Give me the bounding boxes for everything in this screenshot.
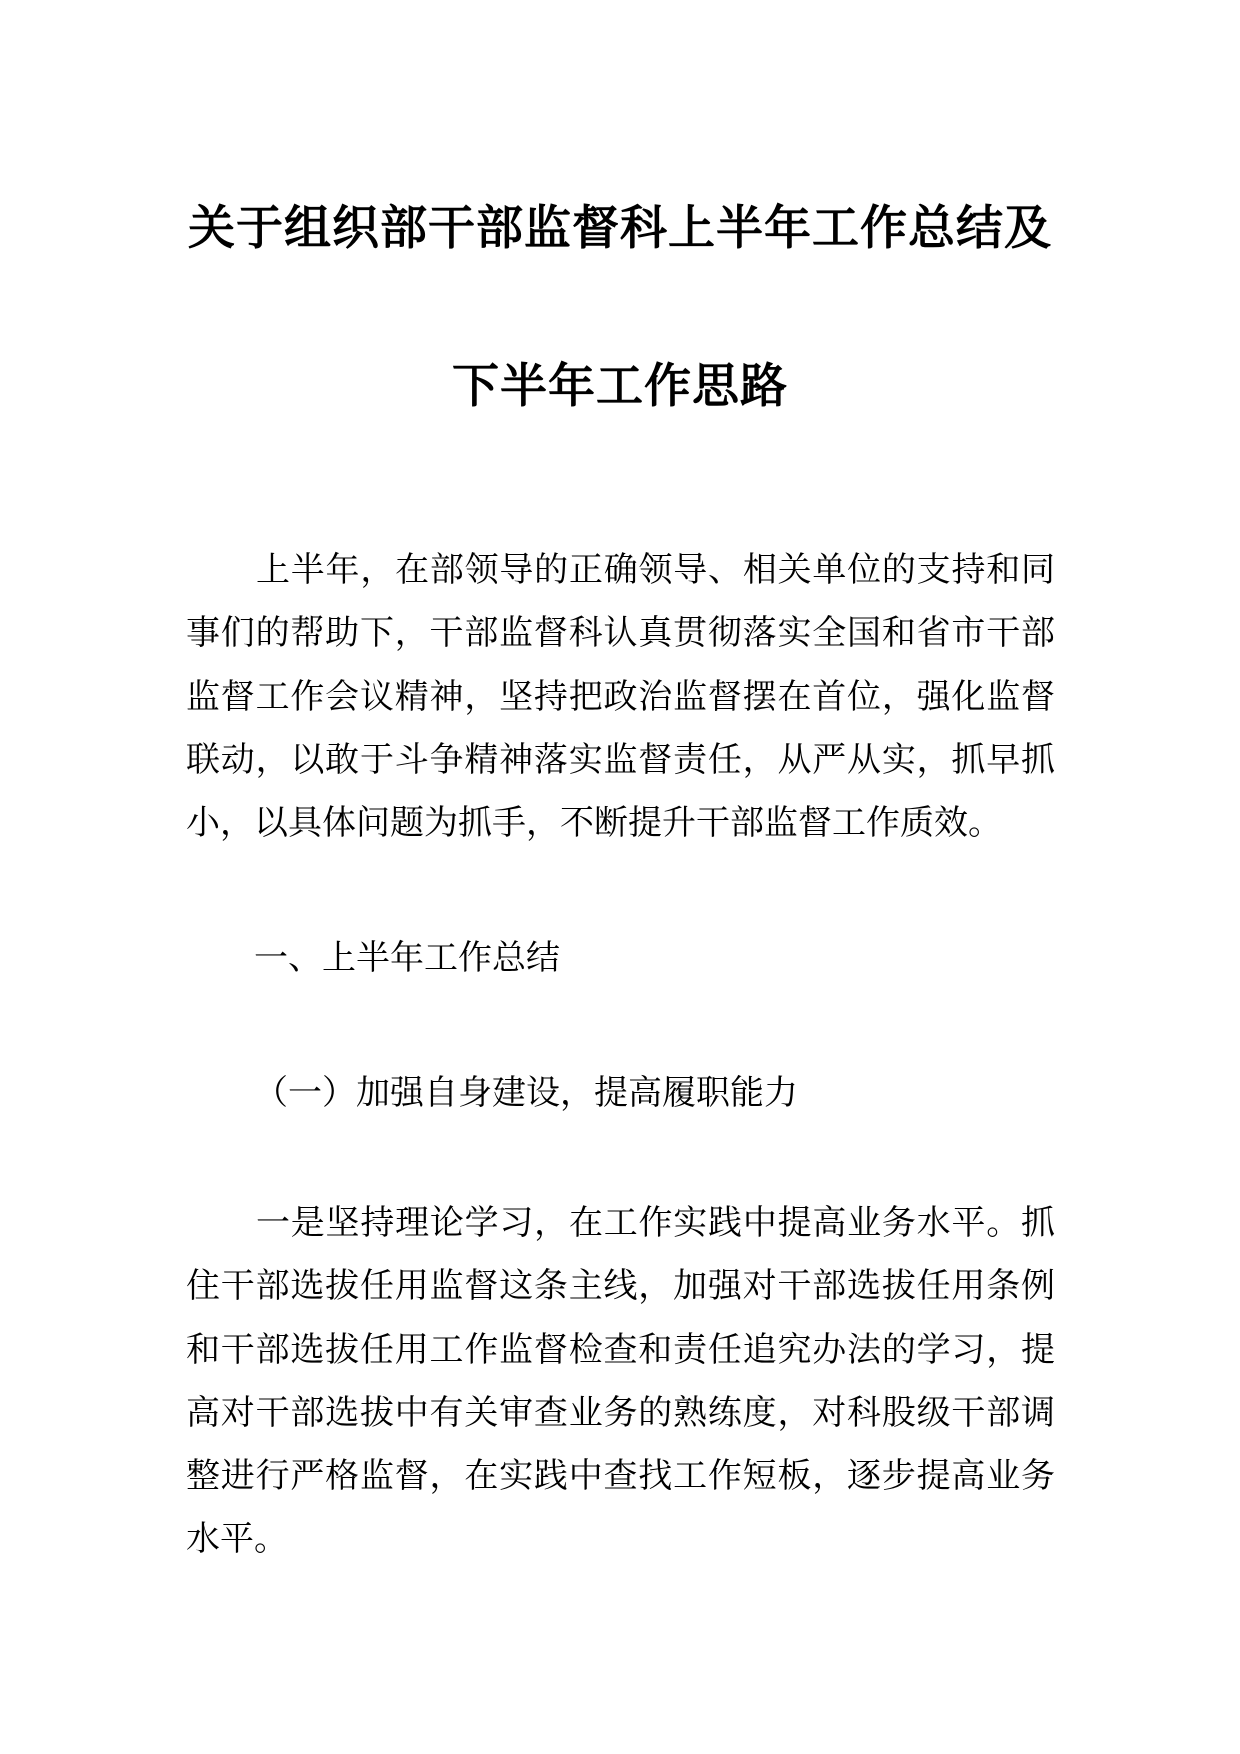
text-line: 高对干部选拔中有关审查业务的熟练度，对科股级干部调 — [186, 1393, 1055, 1432]
text-line: 小，以具体问题为抓手，不断提升干部监督工作质效。 — [186, 804, 1002, 843]
intro-paragraph — [186, 539, 1055, 855]
text-line: 事们的帮助下，干部监督科认真贯彻落实全国和省市干部 — [186, 614, 1055, 653]
text-line: 监督工作会议精神，坚持把政治监督摆在首位，强化监督 — [186, 677, 1055, 716]
document-title-line-1: 关于组织部干部监督科上半年工作总结及 — [188, 201, 1052, 254]
text-line: 住干部选拔任用监督这条主线，加强对干部选拔任用条例 — [186, 1267, 1055, 1306]
text-line: 上半年，在部领导的正确领导、相关单位的支持和同 — [256, 551, 1055, 589]
section-1-heading: 一、上半年工作总结 — [254, 939, 560, 977]
text-line: 和干部选拔任用工作监督检查和责任追究办法的学习，提 — [186, 1330, 1055, 1369]
subsection-1-heading: （一）加强自身建设，提高履职能力 — [254, 1074, 798, 1112]
text-line: 整进行严格监督，在实践中查找工作短板，逐步提高业务 — [186, 1457, 1055, 1496]
subsection-1-paragraph — [186, 1192, 1055, 1572]
text-line: 一是坚持理论学习，在工作实践中提高业务水平。抓 — [256, 1204, 1055, 1242]
document-title-line-2: 下半年工作思路 — [452, 359, 788, 412]
text-line: 水平。 — [186, 1520, 288, 1559]
text-line: 联动，以敢于斗争精神落实监督责任，从严从实，抓早抓 — [186, 740, 1055, 779]
